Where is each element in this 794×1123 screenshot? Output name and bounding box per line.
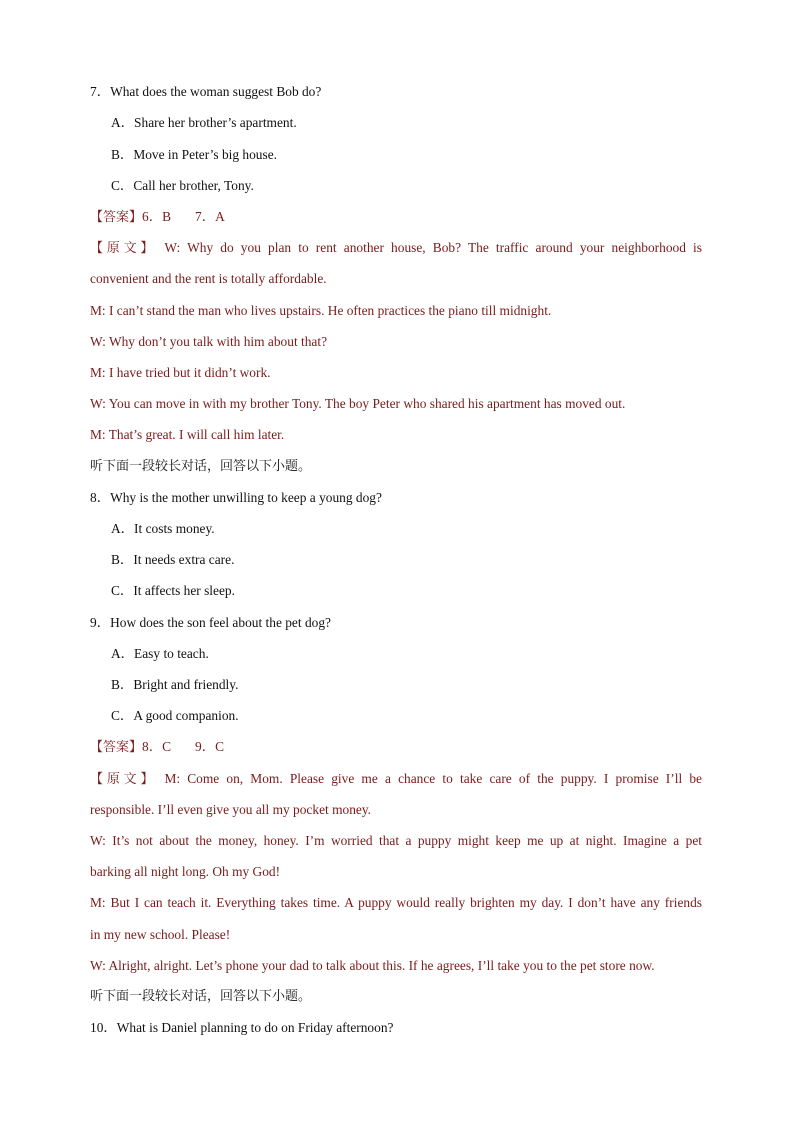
- transcript2-line-1: [90, 770, 702, 789]
- section-instruction-2: 听下面一段较长对话，回答以下小题。: [90, 989, 312, 1004]
- q7-option-c: C．Call her brother, Tony.: [111, 178, 254, 193]
- q9-option-c: C．A good companion.: [111, 708, 239, 723]
- transcript2-line-4: barking all night long. Oh my God!: [90, 864, 281, 879]
- transcript1-line-1: [90, 239, 702, 258]
- transcript2-line-2: responsible. I’ll even give you all my pocket money.: [90, 802, 372, 817]
- transcript1-line-4: W: Why don’t you talk with him about that?: [90, 334, 328, 349]
- answer-tag: 【答案】: [90, 210, 143, 225]
- transcript1-line-5: M: I have tried but it didn’t work.: [90, 365, 271, 380]
- transcript1-line-3: M: I can’t stand the man who lives upstairs. He often practices the piano till midnight.: [90, 303, 552, 318]
- transcript2-line-7: W: Alright, alright. Let’s phone your dad to talk about this. If he agrees, I’ll take you to the pet store now.: [90, 958, 655, 973]
- q8-question: 8．Why is the mother unwilling to keep a young dog?: [90, 490, 382, 505]
- q8-option-c: C．It affects her sleep.: [111, 583, 235, 598]
- transcript2-line-3: W: It’s not about the money, honey. I’m worried that a puppy might keep me up at night. Imagine a pet: [90, 833, 702, 848]
- transcript1-text-1: W: Why do you plan to rent another house, Bob? The traffic around your neighborhood is: [164, 240, 702, 255]
- answer-9: 9．C: [195, 739, 225, 754]
- section-instruction-1: 听下面一段较长对话，回答以下小题。: [90, 459, 312, 474]
- answer-line-2: [90, 738, 702, 757]
- transcript-tag: 【原文】: [90, 241, 158, 256]
- q7-option-a: A．Share her brother’s apartment.: [111, 115, 297, 130]
- q8-option-b: B．It needs extra care.: [111, 552, 235, 567]
- transcript1-line-2: convenient and the rent is totally affordable.: [90, 271, 327, 286]
- transcript1-line-7: M: That’s great. I will call him later.: [90, 427, 285, 442]
- q8-option-a: A．It costs money.: [111, 521, 215, 536]
- q9-option-b: B．Bright and friendly.: [111, 677, 239, 692]
- answer-6: 6．B: [142, 209, 172, 224]
- q9-option-a: A．Easy to teach.: [111, 646, 209, 661]
- q7-option-b: B．Move in Peter’s big house.: [111, 147, 278, 162]
- transcript2-text-1: M: Come on, Mom. Please give me a chance to take care of the puppy. I promise I’ll be: [164, 771, 702, 786]
- transcript1-line-6: W: You can move in with my brother Tony. The boy Peter who shared his apartment has moved out.: [90, 396, 626, 411]
- answer-tag: 【答案】: [90, 740, 143, 755]
- transcript2-line-5: M: But I can teach it. Everything takes time. A puppy would really brighten my day. I don’t have any friends: [90, 895, 702, 910]
- q10-question: 10．What is Daniel planning to do on Friday afternoon?: [90, 1020, 394, 1035]
- answer-7: 7．A: [195, 209, 225, 224]
- q9-question: 9．How does the son feel about the pet dog?: [90, 615, 331, 630]
- q7-question: 7．What does the woman suggest Bob do?: [90, 84, 322, 99]
- transcript2-line-6: in my new school. Please!: [90, 927, 231, 942]
- transcript-tag: 【原文】: [90, 772, 158, 787]
- answer-line-1: [90, 208, 702, 227]
- answer-8: 8．C: [142, 739, 172, 754]
